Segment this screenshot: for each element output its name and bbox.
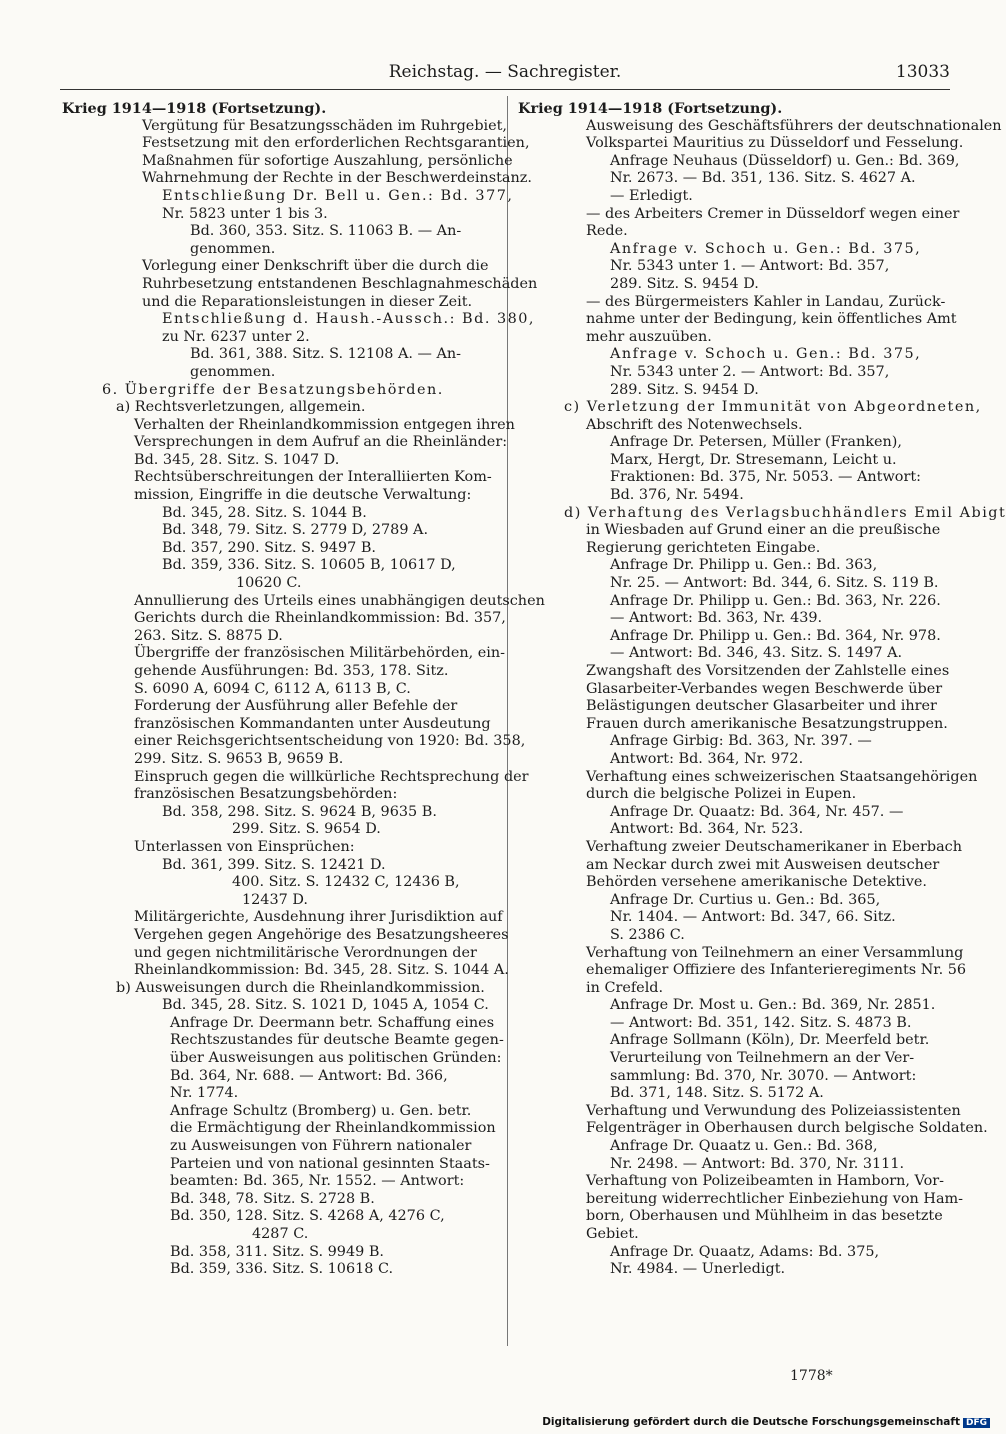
index-line: Anfrage Dr. Quaatz: Bd. 364, Nr. 457. —	[610, 803, 904, 820]
index-line: sammlung: Bd. 370, Nr. 3070. — Antwort:	[610, 1067, 917, 1084]
index-line: Glasarbeiter-Verbandes wegen Beschwerde über	[586, 680, 943, 697]
index-line: Verhaftung eines schweizerischen Staatsangehörigen	[586, 768, 978, 785]
index-line: Anfrage Dr. Curtius u. Gen.: Bd. 365,	[610, 891, 881, 908]
index-line: Bd. 359, 336. Sitz. S. 10605 B, 10617 D,	[162, 557, 456, 574]
index-line: born, Oberhausen und Mühlheim in das besetzte	[586, 1208, 943, 1225]
index-line: Bd. 345, 28. Sitz. S. 1044 B.	[162, 504, 367, 521]
index-line: beamten: Bd. 365, Nr. 1552. — Antwort:	[170, 1173, 465, 1190]
index-line: Vergehen gegen Angehörige des Besatzungsheeres	[134, 926, 509, 943]
index-line: Ruhrbesetzung entstandenen Beschlagnahmeschäden	[142, 275, 538, 292]
index-line: und gegen nichtmilitärische Verordnungen der	[134, 944, 477, 961]
index-line: Annullierung des Urteils eines unabhängigen deutschen	[134, 592, 545, 609]
index-line: Regierung gerichteten Eingabe.	[586, 539, 821, 556]
index-line: Bd. 361, 388. Sitz. S. 12108 A. — An-	[190, 346, 462, 363]
index-line: Anfrage v. Schoch u. Gen.: Bd. 375,	[610, 346, 922, 363]
index-line: Vorlegung einer Denkschrift über die durch die	[142, 258, 489, 275]
index-line: durch die belgische Polizei in Eupen.	[586, 786, 857, 803]
index-line: Anfrage v. Schoch u. Gen.: Bd. 375,	[610, 240, 922, 257]
index-line: — des Arbeiters Cremer in Düsseldorf wegen einer	[586, 205, 960, 222]
index-line: Ausweisung des Geschäftsführers der deutschnationalen	[586, 117, 1002, 134]
index-line: Bd. 348, 78. Sitz. S. 2728 B.	[170, 1190, 375, 1207]
index-line: Unterlassen von Einsprüchen:	[134, 838, 355, 855]
index-line: ehemaliger Offiziere des Infanterieregiments Nr. 56	[586, 962, 967, 979]
index-line: 299. Sitz. S. 9654 D.	[232, 821, 381, 838]
index-line: Anfrage Dr. Philipp u. Gen.: Bd. 363, Nr. 226.	[610, 592, 941, 609]
index-line: Einspruch gegen die willkürliche Rechtsprechung der	[134, 768, 529, 785]
index-line: Forderung der Ausführung aller Befehle der	[134, 698, 458, 715]
index-line: genommen.	[190, 363, 276, 380]
index-line: Zwangshaft des Vorsitzenden der Zahlstelle eines	[586, 663, 950, 679]
index-line: gehende Ausführungen: Bd. 353, 178. Sitz.	[134, 663, 449, 679]
index-line: einer Reichsgerichtsentscheidung von 1920: Bd. 358,	[134, 733, 526, 750]
index-line: — Antwort: Bd. 351, 142. Sitz. S. 4873 B.	[610, 1014, 912, 1031]
index-line: Entschließung Dr. Bell u. Gen.: Bd. 377,	[162, 187, 514, 204]
index-line: Anfrage Dr. Petersen, Müller (Franken),	[610, 434, 902, 451]
index-line: Anfrage Dr. Philipp u. Gen.: Bd. 364, Nr. 978.	[610, 627, 941, 644]
index-line: Bd. 350, 128. Sitz. S. 4268 A, 4276 C,	[170, 1208, 445, 1225]
index-line: 263. Sitz. S. 8875 D.	[134, 627, 283, 644]
index-line: Entschließung d. Haush.-Aussch.: Bd. 380,	[162, 311, 536, 328]
index-line: Verhaftung von Teilnehmern an einer Versammlung	[586, 944, 964, 961]
index-line: Verhaftung und Verwundung des Polizeiassistenten	[586, 1102, 961, 1119]
index-line: S. 6090 A, 6094 C, 6112 A, 6113 B, C.	[134, 680, 411, 697]
index-line: Verhaftung von Polizeibeamten in Hamborn, Vor-	[586, 1173, 945, 1190]
index-line: Behörden versehene amerikanische Detektive.	[586, 874, 927, 891]
index-line: Anfrage Dr. Philipp u. Gen.: Bd. 363,	[610, 557, 878, 574]
index-line: Anfrage Neuhaus (Düsseldorf) u. Gen.: Bd. 369,	[610, 152, 960, 169]
index-line: über Ausweisungen aus politischen Gründen:	[170, 1050, 502, 1067]
index-line: Gerichts durch die Rheinlandkommission: Bd. 357,	[134, 610, 506, 627]
index-line: — Erledigt.	[610, 187, 693, 204]
index-line: S. 2386 C.	[610, 926, 685, 943]
index-line: Bd. 359, 336. Sitz. S. 10618 C.	[170, 1261, 394, 1278]
index-line: Krieg 1914—1918 (Fortsetzung).	[62, 100, 327, 117]
index-line: Bd. 348, 79. Sitz. S. 2779 D, 2789 A.	[162, 522, 429, 539]
index-line: Nr. 5343 unter 2. — Antwort: Bd. 357,	[610, 363, 890, 380]
index-line: Bd. 361, 399. Sitz. S. 12421 D.	[162, 856, 386, 873]
index-line: Nr. 2498. — Antwort: Bd. 370, Nr. 3111.	[610, 1155, 905, 1172]
index-line: Frauen durch amerikanische Besatzungstruppen.	[586, 715, 948, 732]
index-line: Bd. 371, 148. Sitz. S. 5172 A.	[610, 1085, 824, 1102]
index-line: in Crefeld.	[586, 979, 664, 996]
index-line: Vergütung für Besatzungsschäden im Ruhrgebiet,	[142, 117, 508, 134]
index-line: Bd. 345, 28. Sitz. S. 1047 D.	[134, 451, 340, 468]
index-line: mission, Eingriffe in die deutsche Verwaltung:	[134, 487, 472, 504]
header-title: Reichstag. — Sachregister.	[388, 62, 622, 82]
index-line: und die Reparationsleistungen in dieser Zeit.	[142, 293, 473, 310]
left-column	[62, 100, 545, 1279]
index-line: Krieg 1914—1918 (Fortsetzung).	[518, 100, 783, 117]
index-line: Rheinlandkommission: Bd. 345, 28. Sitz. S. 1044 A.	[134, 962, 509, 979]
index-line: Marx, Hergt, Dr. Stresemann, Leicht u.	[610, 451, 897, 468]
index-line: Antwort: Bd. 364, Nr. 523.	[610, 821, 804, 838]
index-line: Volkspartei Mauritius zu Düsseldorf und Fesselung.	[586, 135, 964, 152]
index-line: Anfrage Dr. Quaatz u. Gen.: Bd. 368,	[610, 1138, 878, 1155]
index-line: — Antwort: Bd. 346, 43. Sitz. S. 1497 A.	[610, 645, 903, 662]
index-line: 10620 C.	[236, 575, 302, 592]
index-line: genommen.	[190, 240, 276, 257]
index-line: Bd. 376, Nr. 5494.	[610, 487, 744, 504]
index-line: zu Nr. 6237 unter 2.	[162, 328, 310, 345]
index-line: mehr auszuüben.	[586, 328, 712, 345]
index-line: d) Verhaftung des Verlagsbuchhändlers Emil Abigt	[564, 504, 1006, 521]
right-column	[518, 100, 1006, 1279]
index-line: Anfrage Girbig: Bd. 363, Nr. 397. —	[610, 733, 872, 750]
index-line: am Neckar durch zwei mit Ausweisen deutscher	[586, 856, 940, 873]
index-line: Verhaftung zweier Deutschamerikaner in Eberbach	[586, 838, 962, 855]
index-line: die Ermächtigung der Rheinlandkommission	[170, 1120, 496, 1137]
dfg-credit	[542, 1416, 990, 1428]
index-line: Nr. 5343 unter 1. — Antwort: Bd. 357,	[610, 258, 890, 275]
page-number: 13033	[895, 62, 950, 82]
index-line: Bd. 360, 353. Sitz. S. 11063 B. — An-	[190, 223, 462, 240]
index-line: Nr. 1404. — Antwort: Bd. 347, 66. Sitz.	[610, 909, 896, 926]
index-line: Fraktionen: Bd. 375, Nr. 5053. — Antwort:	[610, 469, 921, 486]
index-line: c) Verletzung der Immunität von Abgeordneten,	[564, 399, 982, 416]
index-line: Verhalten der Rheinlandkommission entgegen ihren	[134, 416, 515, 433]
index-line: Übergriffe der französischen Militärbehörden, ein-	[134, 645, 506, 662]
index-line: 400. Sitz. S. 12432 C, 12436 B,	[232, 874, 460, 891]
index-line: Nr. 1774.	[170, 1085, 239, 1102]
index-line: Anfrage Dr. Deermann betr. Schaffung eines	[170, 1014, 495, 1031]
index-line: — Antwort: Bd. 363, Nr. 439.	[610, 610, 823, 627]
index-line: 289. Sitz. S. 9454 D.	[610, 275, 759, 292]
index-line: Anfrage Schultz (Bromberg) u. Gen. betr.	[170, 1102, 472, 1119]
index-line: Verurteilung von Teilnehmern an der Ver-	[610, 1050, 915, 1067]
dfg-credit-text: Digitalisierung gefördert durch die Deutsche Forschungsgemeinschaft	[542, 1416, 960, 1428]
signature-mark: 1778*	[790, 1368, 833, 1384]
index-line: 299. Sitz. S. 9653 B, 9659 B.	[134, 750, 344, 767]
index-line: Wahrnehmung der Rechte in der Beschwerdeinstanz.	[142, 170, 532, 187]
index-line: 12437 D.	[242, 891, 308, 908]
index-line: — des Bürgermeisters Kahler in Landau, Zurück-	[586, 293, 946, 310]
index-line: Bd. 345, 28. Sitz. S. 1021 D, 1045 A, 1054 C.	[162, 997, 489, 1014]
index-line: zu Ausweisungen von Führern nationaler	[170, 1138, 472, 1155]
index-line: Gebiet.	[586, 1226, 639, 1242]
index-line: 4287 C.	[252, 1226, 309, 1242]
index-line: b) Ausweisungen durch die Rheinlandkommission.	[116, 979, 485, 996]
dfg-logo: DFG	[963, 1418, 990, 1428]
index-line: Festsetzung mit den erforderlichen Rechtsgarantien,	[142, 135, 530, 152]
index-line: 6. Übergriffe der Besatzungsbehörden.	[102, 381, 444, 398]
index-line: Anfrage Sollmann (Köln), Dr. Meerfeld betr.	[610, 1032, 930, 1049]
index-line: Maßnahmen für sofortige Auszahlung, persönliche	[142, 152, 513, 169]
index-line: Militärgerichte, Ausdehnung ihrer Jurisdiktion auf	[134, 909, 503, 926]
index-line: Bd. 358, 298. Sitz. S. 9624 B, 9635 B.	[162, 803, 437, 820]
index-line: nahme unter der Bedingung, kein öffentliches Amt	[586, 311, 957, 328]
index-line: in Wiesbaden auf Grund einer an die preußische	[586, 522, 941, 539]
index-line: Felgenträger in Oberhausen durch belgische Soldaten.	[586, 1120, 988, 1137]
index-line: Anfrage Dr. Quaatz, Adams: Bd. 375,	[610, 1243, 880, 1260]
index-line: Bd. 357, 290. Sitz. S. 9497 B.	[162, 539, 376, 556]
running-header	[60, 58, 950, 86]
index-line: Bd. 358, 311. Sitz. S. 9949 B.	[170, 1243, 384, 1260]
index-line: Nr. 2673. — Bd. 351, 136. Sitz. S. 4627 A.	[610, 170, 916, 187]
index-line: a) Rechtsverletzungen, allgemein.	[116, 399, 366, 416]
index-line: Anfrage Dr. Most u. Gen.: Bd. 369, Nr. 2851.	[610, 997, 936, 1014]
index-line: 289. Sitz. S. 9454 D.	[610, 381, 759, 398]
index-line: Nr. 25. — Antwort: Bd. 344, 6. Sitz. S. 119 B.	[610, 575, 939, 592]
index-line: Abschrift des Notenwechsels.	[586, 416, 803, 433]
index-line: Nr. 4984. — Unerledigt.	[610, 1261, 786, 1278]
index-line: Rechtsüberschreitungen der Interalliierten Kom-	[134, 469, 492, 486]
index-line: französischen Besatzungsbehörden:	[134, 786, 398, 803]
index-line: Antwort: Bd. 364, Nr. 972.	[610, 750, 804, 767]
index-line: Versprechungen in dem Aufruf an die Rheinländer:	[134, 434, 508, 451]
index-line: bereitung widerrechtlicher Einbeziehung von Ham-	[586, 1190, 964, 1207]
index-line: Rede.	[586, 223, 628, 240]
index-line: Parteien und von national gesinnten Staats-	[170, 1155, 490, 1172]
index-line: Nr. 5823 unter 1 bis 3.	[162, 205, 328, 222]
index-line: Bd. 364, Nr. 688. — Antwort: Bd. 366,	[170, 1067, 448, 1084]
index-line: französischen Kommandanten unter Ausdeutung	[134, 715, 491, 732]
index-line: Rechtszustandes für deutsche Beamte gegen-	[170, 1032, 504, 1049]
index-line: Belästigungen deutscher Glasarbeiter und ihrer	[586, 698, 937, 715]
header-rule	[60, 89, 950, 90]
